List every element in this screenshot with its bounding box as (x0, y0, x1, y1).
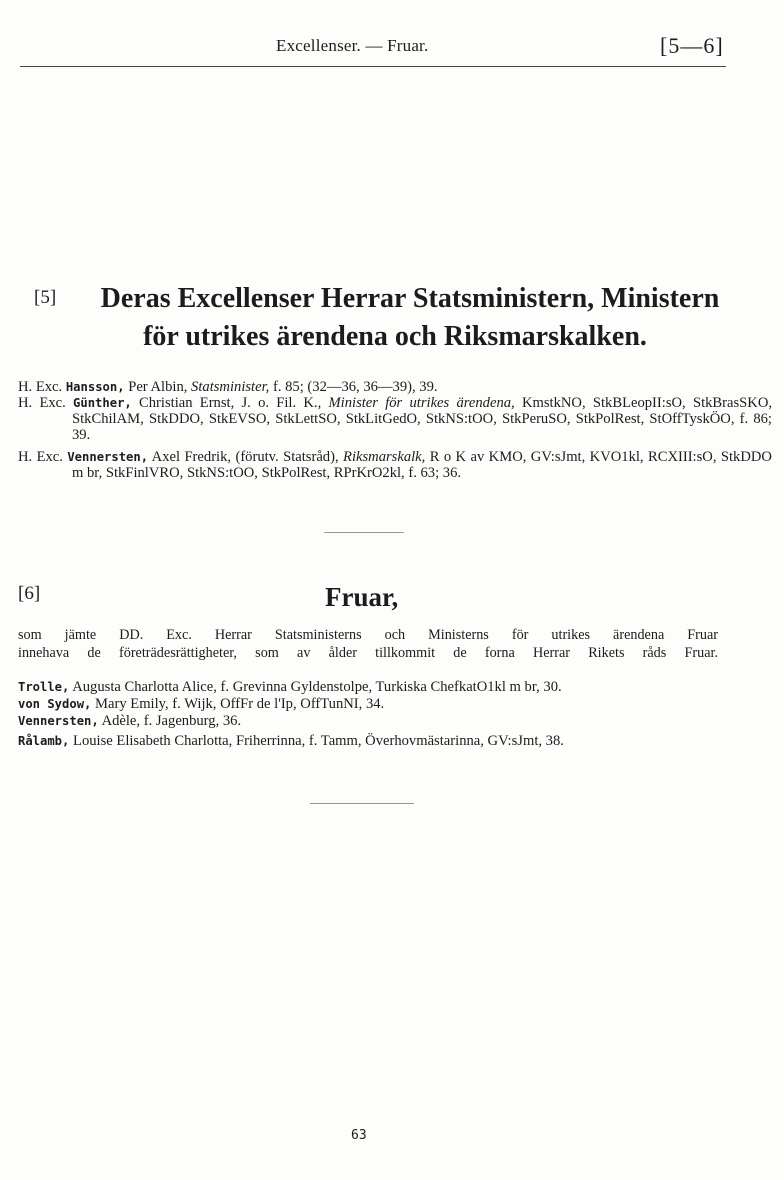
section-number: [6] (18, 583, 41, 604)
header-rule (20, 66, 726, 67)
list-item (18, 733, 718, 750)
section-divider (310, 803, 414, 804)
entry-name: Hansson, (65, 380, 125, 394)
section-intro-line-2: innehava de företrädesrättigheter, som av ålder tillkommit de forna Herrar Rikets råds Fruar. (18, 645, 718, 661)
page-number: 63 (351, 1128, 367, 1143)
entry-name: Rålamb, (18, 734, 70, 748)
entry-prefix: H. Exc. (18, 395, 66, 411)
entry-text: Augusta Charlotta Alice, f. Grevinna Gyldenstolpe, Turkiska ChefkatO1kl m br, 30. (72, 679, 562, 695)
entry-text: Louise Elisabeth Charlotta, Friherrinna, f. Tamm, Överhovmästarinna, GV:sJmt, 38. (73, 733, 564, 749)
entry-text: Adèle, f. Jagenburg, 36. (101, 713, 242, 729)
entry-rest: f. 85; (32—36, 36—39), 39. (272, 379, 438, 395)
entry-given: Axel Fredrik, (förutv. Statsråd), (151, 449, 339, 465)
list-item (18, 380, 772, 396)
list-item (18, 450, 772, 482)
section-number: [5] (34, 287, 57, 308)
entry-name: von Sydow, (18, 697, 92, 711)
section-title: Fruar, (325, 582, 399, 612)
entry-prefix: H. Exc. (18, 379, 63, 395)
entry-text: Mary Emily, f. Wijk, OffFr de l'Ip, OffTunNI, 34. (95, 696, 385, 712)
section-divider (324, 532, 404, 533)
entry-given: Christian Ernst, J. o. Fil. K., (139, 395, 322, 411)
list-item (18, 679, 718, 696)
list-item (18, 713, 718, 730)
entry-name: Günther, (73, 396, 132, 410)
entry-name: Vennersten, (18, 714, 99, 728)
entry-rest: KmstkNO, StkBLeopII:sO, StkBrasSKO, StkChilAM, StkDDO, StkEVSO, StkLettSO, StkLitGedO, StkNS:tOO, StkPeruSO, StkPolRest, StOffTyskÖO, f. 86; 39. (72, 395, 773, 443)
section-title-line-1: Deras Excellenser Herrar Statsministern, Ministern (100, 283, 720, 314)
entry-name: Vennersten, (67, 450, 149, 464)
entry-rest: R o K av KMO, GV:sJmt, KVO1kl, RCXIII:sO, StkDDO m br, StkFinlVRO, StkNS:tOO, StkPolRest, RPrKrO2kl, f. 63; 36. (72, 449, 772, 481)
list-item (18, 396, 772, 443)
entry-role: Riksmarskalk, (343, 449, 426, 465)
running-title: Excellenser. — Fruar. (276, 36, 429, 55)
entry-name: Trolle, (18, 680, 70, 694)
entry-role: Minister för utrikes ärendena, (328, 395, 515, 411)
entry-prefix: H. Exc. (18, 449, 63, 465)
entry-given: Per Albin, (128, 379, 188, 395)
section-title-line-2: för utrikes ärendena och Riksmarskalken. (143, 321, 647, 352)
section-intro-line-1: som jämte DD. Exc. Herrar Statsministerns och Ministerns för utrikes ärendena Fruar (18, 627, 718, 643)
entry-role: Statsminister, (191, 379, 270, 395)
list-item (18, 696, 718, 713)
page-range: [5—6] (660, 33, 724, 58)
